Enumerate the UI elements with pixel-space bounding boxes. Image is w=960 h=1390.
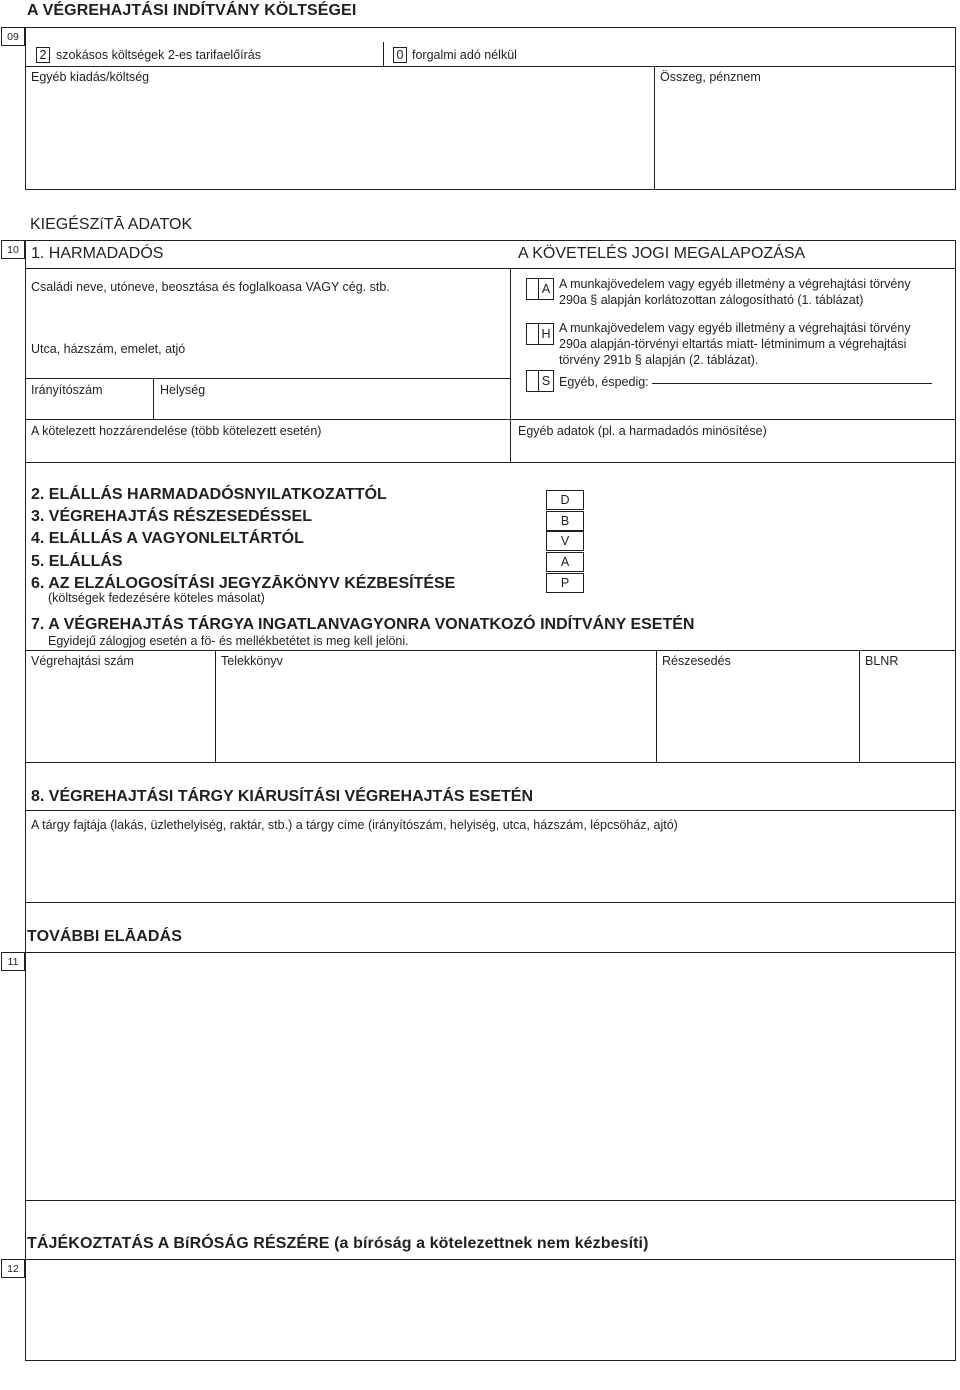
item-8-title: 8. VÉGREHAJTÁSI TÁRGY KIÁRUSÍTÁSI VÉGREHAJTÁS ESETÉN	[31, 788, 534, 805]
option-code: A	[541, 282, 551, 296]
divider	[26, 952, 955, 953]
vat-label: forgalmi adó nélkül	[412, 48, 517, 62]
divider	[26, 268, 955, 269]
section-09-number	[1, 27, 25, 46]
divider	[26, 902, 955, 903]
divider	[26, 462, 955, 463]
section-number-text: 12	[7, 1263, 19, 1275]
option-text-line: törvény 291b § alapján (2. táblázat).	[559, 353, 759, 367]
assignment-label: A kötelezett hozzárendelése (több kötelezett esetén)	[31, 424, 322, 438]
item-6: 6. AZ ELZÁLOGOSÍTÁSI JEGYZĀKÖNYV KÉZBESÍTÉSE	[31, 575, 456, 592]
option-s-text: Egyéb, éspedig:	[559, 375, 649, 389]
col-land-registry: Telekkönyv	[221, 654, 283, 668]
further-notes-field[interactable]	[27, 955, 953, 1195]
code-b-box[interactable]	[546, 511, 584, 531]
tariff-label: szokásos költségek 2-es tarifaelőírás	[56, 48, 261, 62]
option-code: H	[541, 327, 551, 341]
code-p-box[interactable]	[546, 573, 584, 593]
assignment-field[interactable]	[27, 440, 509, 460]
share-field[interactable]	[658, 672, 858, 760]
item-7-note: Egyidejű zálogjog esetén a fö- és mellékbetétet is meg kell jelöni.	[48, 634, 409, 648]
divider	[526, 278, 527, 300]
other-specify-field[interactable]	[652, 370, 932, 384]
option-code: S	[541, 374, 551, 388]
option-text-line: A munkajövedelem vagy egyéb illetmény a végrehajtási törvény	[559, 277, 911, 291]
divider	[26, 650, 955, 651]
col-blnr: BLNR	[865, 654, 899, 668]
vat-checkbox[interactable]	[393, 47, 407, 63]
code-v-box[interactable]	[546, 531, 584, 551]
street-label: Utca, házszám, emelet, atjó	[31, 342, 186, 356]
enforcement-number-field[interactable]	[27, 672, 214, 760]
divider	[656, 650, 657, 762]
divider	[859, 650, 860, 762]
section-number-text: 11	[7, 956, 19, 968]
code-d-box[interactable]	[546, 490, 584, 510]
divider	[26, 762, 955, 763]
option-h-checkbox[interactable]	[538, 323, 554, 345]
item-2: 2. ELÁLLÁS HARMADADÓSNYILATKOZATTÓL	[31, 486, 387, 503]
city-label: Helység	[160, 383, 206, 397]
street-field[interactable]	[27, 358, 509, 378]
item-7-title: 7. A VÉGREHAJTÁS TÁRGYA INGATLANVAGYONRA VONATKOZÓ INDÍTVÁNY ESETÉN	[31, 616, 695, 633]
divider	[26, 66, 955, 67]
divider	[26, 810, 955, 811]
option-a-text	[559, 276, 939, 308]
section-11-title: TOVÁBBI ELĀADÁS	[27, 928, 182, 945]
divider	[526, 391, 538, 392]
option-text-line: 290a § alapján korlátozottan zálogosítható (1. táblázat)	[559, 293, 864, 307]
section-10-number	[1, 240, 25, 259]
section-11-number	[1, 952, 25, 971]
divider	[26, 1200, 955, 1201]
divider	[215, 650, 216, 762]
section-12-number	[1, 1259, 25, 1278]
section-number-text: 09	[7, 31, 19, 43]
col-enforcement-number: Végrehajtási szám	[31, 654, 134, 668]
divider	[510, 268, 511, 462]
divider	[526, 323, 538, 324]
item-8-field[interactable]	[27, 836, 953, 900]
item-4: 4. ELÁLLÁS A VAGYONLELTÁRTÓL	[31, 530, 304, 547]
code-letter: D	[560, 493, 570, 507]
option-text-line: A munkajövedelem vagy egyéb illetmény a végrehajtási törvény	[559, 321, 911, 335]
section-number-text: 10	[7, 244, 19, 256]
divider	[26, 419, 510, 420]
code-letter: V	[560, 534, 570, 548]
divider	[526, 344, 538, 345]
divider	[26, 378, 510, 379]
code-letter: P	[560, 576, 570, 590]
divider	[153, 378, 154, 420]
item-3: 3. VÉGREHAJTÁS RÉSZESEDÉSSEL	[31, 508, 312, 525]
blnr-field[interactable]	[861, 672, 954, 760]
code-letter: A	[560, 555, 570, 569]
other-data-label: Egyéb adatok (pl. a harmadadós minösítése)	[518, 424, 767, 438]
name-field[interactable]	[27, 296, 509, 320]
col-share: Részesedés	[662, 654, 731, 668]
option-s-checkbox[interactable]	[538, 370, 554, 392]
court-info-field[interactable]	[27, 1262, 953, 1358]
amount-label: Összeg, pénznem	[660, 70, 761, 84]
code-a-box[interactable]	[546, 552, 584, 572]
divider	[526, 370, 538, 371]
legal-basis-title: A KÖVETELÉS JOGI MEGALAPOZÁSA	[518, 245, 806, 262]
tariff-checkbox[interactable]	[36, 47, 50, 63]
item-5: 5. ELÁLLÁS	[31, 553, 123, 570]
tariff-value: 2	[39, 48, 47, 62]
land-registry-field[interactable]	[217, 672, 655, 760]
other-expense-label: Egyéb kiadás/költség	[31, 70, 150, 84]
other-data-field[interactable]	[512, 440, 954, 460]
divider	[526, 299, 538, 300]
divider	[383, 42, 384, 66]
divider	[510, 419, 955, 420]
other-expense-field[interactable]	[27, 88, 653, 188]
section-09-title: A VÉGREHAJTÁSI INDÍTVÁNY KÖLTSÉGEI	[27, 2, 357, 19]
section-10-title: KIEGÉSZíTĀ ADATOK	[30, 216, 193, 233]
option-text-line: 290a alapján-törvényi eltartás miatt- létminimum a végrehajtási	[559, 337, 907, 351]
item-8-note: A tárgy fajtája (lakás, üzlethelyiség, raktár, stb.) a tárgy címe (irányítószám, helyiség, utca, házszám, lépcsöház, ajtó)	[31, 818, 678, 832]
item-6-note: (költségek fedezésére köteles másolat)	[48, 591, 265, 605]
divider	[26, 1259, 955, 1260]
vat-value: 0	[396, 48, 404, 62]
divider	[526, 323, 527, 345]
divider	[526, 370, 527, 392]
divider	[526, 278, 538, 279]
code-letter: B	[560, 514, 570, 528]
amount-field[interactable]	[656, 88, 954, 188]
option-h-text	[559, 320, 949, 368]
section-12-title: TÁJÉKOZTATÁS A BíRÓSÁG RÉSZÉRE (a bíróság a kötelezettnek nem kézbesíti)	[27, 1235, 649, 1252]
name-label: Családi neve, utóneve, beosztása és foglalkoasa VAGY cég. stb.	[31, 280, 390, 294]
third-party-title: 1. HARMADADÓS	[31, 245, 164, 262]
zip-label: Irányítószám	[31, 383, 103, 397]
option-a-checkbox[interactable]	[538, 278, 554, 300]
divider	[654, 66, 655, 189]
